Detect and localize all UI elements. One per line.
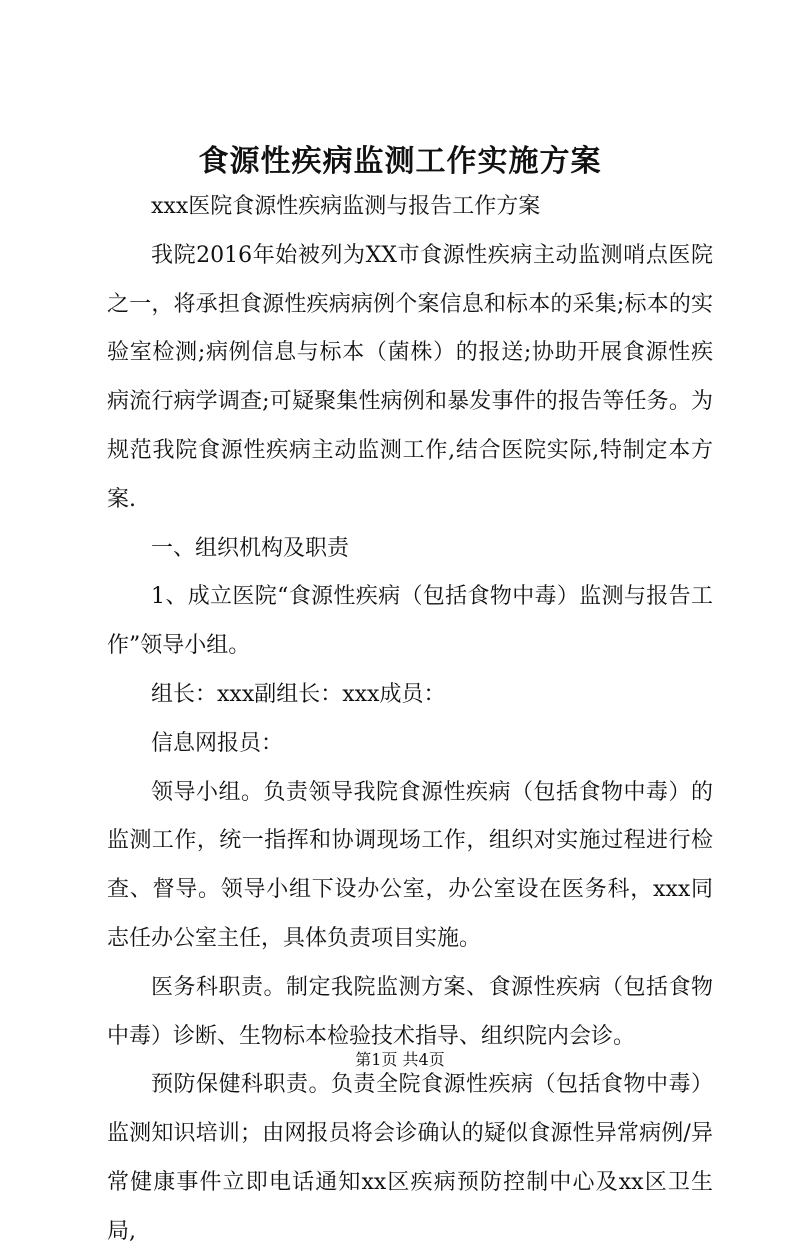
body-paragraph: 预防保健科职责。负责全院食源性疾病（包括食物中毒）监测知识培训；由网报员将会诊确认的疑似食源性异常病例/异常健康事件立即电话通知xx区疾病预防控制中心及xx区卫生局,: [107, 1072, 713, 1244]
body-paragraph: 组长：xxx副组长：xxx成员：: [151, 681, 446, 707]
intro-paragraph: 我院2016年始被列为XX市食源性疾病主动监测哨点医院之一，将承担食源性疾病病例个案信息和标本的采集;标本的实验室检测;病例信息与标本（菌株）的报送;协助开展食源性疾病流行病学调查;可疑聚集性病例和暴发事件的报告等任务。为规范我院食源性疾病主动监测工作,结合医院实际,特制定本方案.: [107, 242, 713, 512]
section-heading: 一、组织机构及职责: [151, 535, 350, 561]
body-paragraph: 医务科职责。制定我院监测方案、食源性疾病（包括食物中毒）诊断、生物标本检验技术指导、组织院内会诊。: [107, 974, 713, 1049]
subtitle-paragraph: xxx医院食源性疾病监测与报告工作方案: [151, 194, 541, 219]
document-title: 食源性疾病监测工作实施方案: [198, 144, 602, 179]
body-paragraph: 领导小组。负责领导我院食源性疾病（包括食物中毒）的监测工作，统一指挥和协调现场工作，组织对实施过程进行检查、督导。领导小组下设办公室，办公室设在医务科，xxx同志任办公室主任，具体负责项目实施。: [107, 779, 713, 951]
page-footer: 第1页 共4页: [355, 1050, 445, 1069]
body-paragraph: 信息网报员：: [151, 730, 284, 756]
body-paragraph: 1、成立医院“食源性疾病（包括食物中毒）监测与报告工作”领导小组。: [107, 584, 713, 659]
document-body: [107, 183, 713, 1257]
